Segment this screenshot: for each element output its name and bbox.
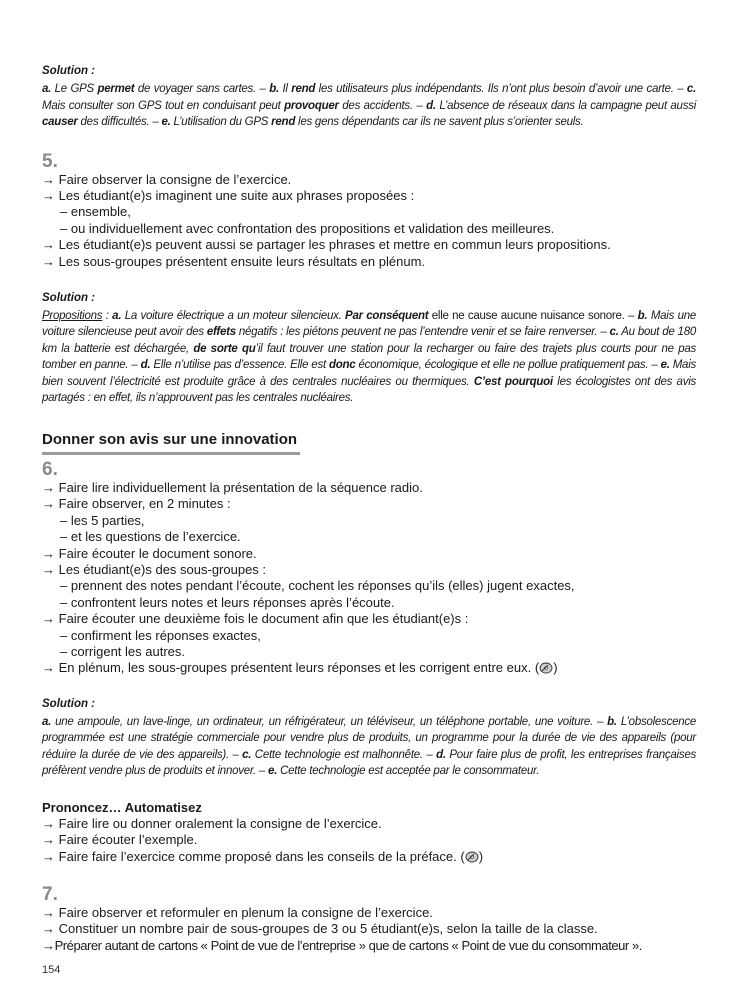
- right-arrow-icon: →: [42, 921, 55, 937]
- answer-letter: c.: [609, 326, 619, 339]
- right-arrow-icon: →: [42, 545, 55, 561]
- list-item: → Faire lire ou donner oralement la consigne de l’exercice.: [42, 815, 382, 831]
- answer-letter: a.: [112, 309, 122, 322]
- answer-letter: b.: [269, 83, 279, 95]
- answer-letter: e.: [161, 116, 171, 128]
- exercise-5-number: 5.: [42, 150, 58, 172]
- right-arrow-icon: →: [42, 848, 55, 864]
- right-arrow-icon: →: [42, 611, 55, 627]
- answer-letter: d.: [426, 99, 436, 112]
- right-arrow-icon: →: [42, 479, 55, 495]
- answer-letter: c.: [686, 83, 697, 95]
- list-item: → Faire observer la consigne de l’exercice.: [42, 171, 292, 187]
- right-arrow-icon: →: [42, 937, 55, 953]
- list-item: → Faire écouter l’exemple.: [42, 832, 198, 848]
- list-item: → Les étudiant(e)s imaginent une suite aux phrases proposées :: [42, 187, 415, 203]
- right-arrow-icon: →: [42, 815, 55, 831]
- solution-4-text: a. Le GPS permet de voyager sans cartes. – b. Il rend les utilisateurs plus indépendants. Ils n’ont plus besoin d’avoir une carte. – c. Mais consulter son GPS tout en conduisant peut provoquer des accidents. – d. L’absence de réseaux dans la campagne peut aussi causer des difficultés. – e. L’utilisation du GPS rend les gens dépendants car ils ne savent plus s’orienter seuls.: [42, 83, 697, 128]
- sub-item: – et les questions de l’exercice.: [60, 529, 241, 545]
- answer-letter: c.: [242, 748, 252, 761]
- right-arrow-icon: →: [42, 171, 55, 187]
- prononcez-title: Prononcez… Automatisez: [42, 799, 202, 815]
- answer-letter: a.: [42, 83, 52, 95]
- list-item: → Les sous-groupes présentent ensuite leurs résultats en plénum.: [42, 253, 426, 269]
- answer-letter: b.: [637, 309, 648, 322]
- sub-item: – corrigent les autres.: [60, 644, 186, 659]
- solution-6-text: a. une ampoule, un lave-linge, un ordinateur, un réfrigérateur, un téléviseur, un téléphone portable, une voiture. – b. L’obsolescence programmée est une stratégie commerciale pour vendre plus de produits, un programme pour la durée de vie des appareils (pour réduire la durée de vie des appareils). – c. Cette technologie est malhonnête. – d. Pour faire plus de profit, les entreprises françaises préfèrent vendre plus de produits et innover. – e. Cette technologie est acceptée par le consommateur.: [42, 715, 697, 778]
- answer-letter: b.: [607, 715, 617, 728]
- right-arrow-icon: →: [42, 561, 55, 577]
- sub-item: – ou individuellement avec confrontation des propositions et validation des meilleures.: [60, 220, 555, 236]
- right-arrow-icon: →: [42, 905, 55, 921]
- sub-item: – prennent des notes pendant l’écoute, cochent les réponses qu’ils (elles) jugent exactes,: [60, 578, 575, 594]
- answer-letter: d.: [140, 359, 151, 372]
- solution-label: Solution :: [42, 65, 96, 77]
- list-item: → Les étudiant(e)s peuvent aussi se partager les phrases et mettre en commun leurs propositions.: [42, 237, 611, 253]
- list-item: →Préparer autant de cartons « Point de vue de l’entreprise » que de cartons « Point de vue du consommateur ».: [42, 937, 642, 953]
- right-arrow-icon: →: [42, 496, 55, 512]
- answer-letter: e.: [268, 765, 278, 778]
- list-item: → Les étudiant(e)s des sous-groupes :: [42, 561, 267, 577]
- answer-letter: e.: [660, 359, 670, 372]
- sub-item: – ensemble,: [60, 204, 131, 220]
- sub-item: – les 5 parties,: [60, 512, 145, 528]
- cd-icon: [465, 851, 479, 863]
- section-header: [42, 431, 696, 455]
- list-item: → Constituer un nombre pair de sous-groupes de 3 ou 5 étudiant(e)s, selon la taille de la classe.: [42, 921, 598, 937]
- cd-icon: [539, 662, 553, 674]
- right-arrow-icon: →: [42, 253, 55, 269]
- sub-item: – confrontent leurs notes et leurs réponses après l’écoute.: [60, 594, 395, 610]
- list-item: → Faire faire l’exercice comme proposé dans les conseils de la préface. ( ): [42, 848, 484, 864]
- solution-label: Solution :: [42, 697, 96, 710]
- list-item: → Faire écouter le document sonore.: [42, 545, 257, 561]
- list-item: → En plénum, les sous-groupes présentent leurs réponses et les corrigent entre eux. ( ): [42, 660, 558, 676]
- answer-letter: a.: [42, 715, 52, 728]
- section-title: Donner son avis sur une innovation: [42, 431, 300, 455]
- solution-label: Solution :: [42, 291, 96, 304]
- right-arrow-icon: →: [42, 660, 55, 676]
- page-content: [42, 64, 696, 954]
- list-item: → Faire écouter une deuxième fois le document afin que les étudiant(e)s :: [42, 611, 469, 627]
- right-arrow-icon: →: [42, 187, 55, 203]
- list-item: → Faire observer, en 2 minutes :: [42, 496, 231, 512]
- list-item: → Faire observer et reformuler en plenum la consigne de l’exercice.: [42, 905, 433, 921]
- exercise-7-number: 7.: [42, 884, 58, 906]
- right-arrow-icon: →: [42, 832, 55, 848]
- solution-5-text: Propositions : a. La voiture électrique a un moteur silencieux. Par conséquent elle ne cause aucune nuisance sonore. – b. Mais une voiture silencieuse peut avoir des effets négatifs : les piétons peuvent ne pas l’entendre venir et se faire renverser. – c. Au bout de 180 km la batterie est déchargée, de sorte qu’il faut trouver une station pour la recharger ou faire des trajets plus courts pour ne pas tomber en panne. – d. Elle n’utilise pas d’essence. Elle est donc économique, écologique et elle ne pollue pratiquement pas. – e. Mais bien souvent l’électricité est produite grâce à des centrales nucléaires ou thermiques. C’est pourquoi les écologistes ont des avis partagés : en effet, ils n’approuvent pas les centrales nucléaires.: [42, 309, 697, 405]
- exercise-6-number: 6.: [42, 458, 58, 480]
- answer-letter: d.: [436, 748, 446, 761]
- list-item: → Faire lire individuellement la présentation de la séquence radio.: [42, 479, 423, 495]
- page-number: 154: [42, 964, 61, 976]
- sub-item: – confirment les réponses exactes,: [60, 627, 261, 643]
- right-arrow-icon: →: [42, 237, 55, 253]
